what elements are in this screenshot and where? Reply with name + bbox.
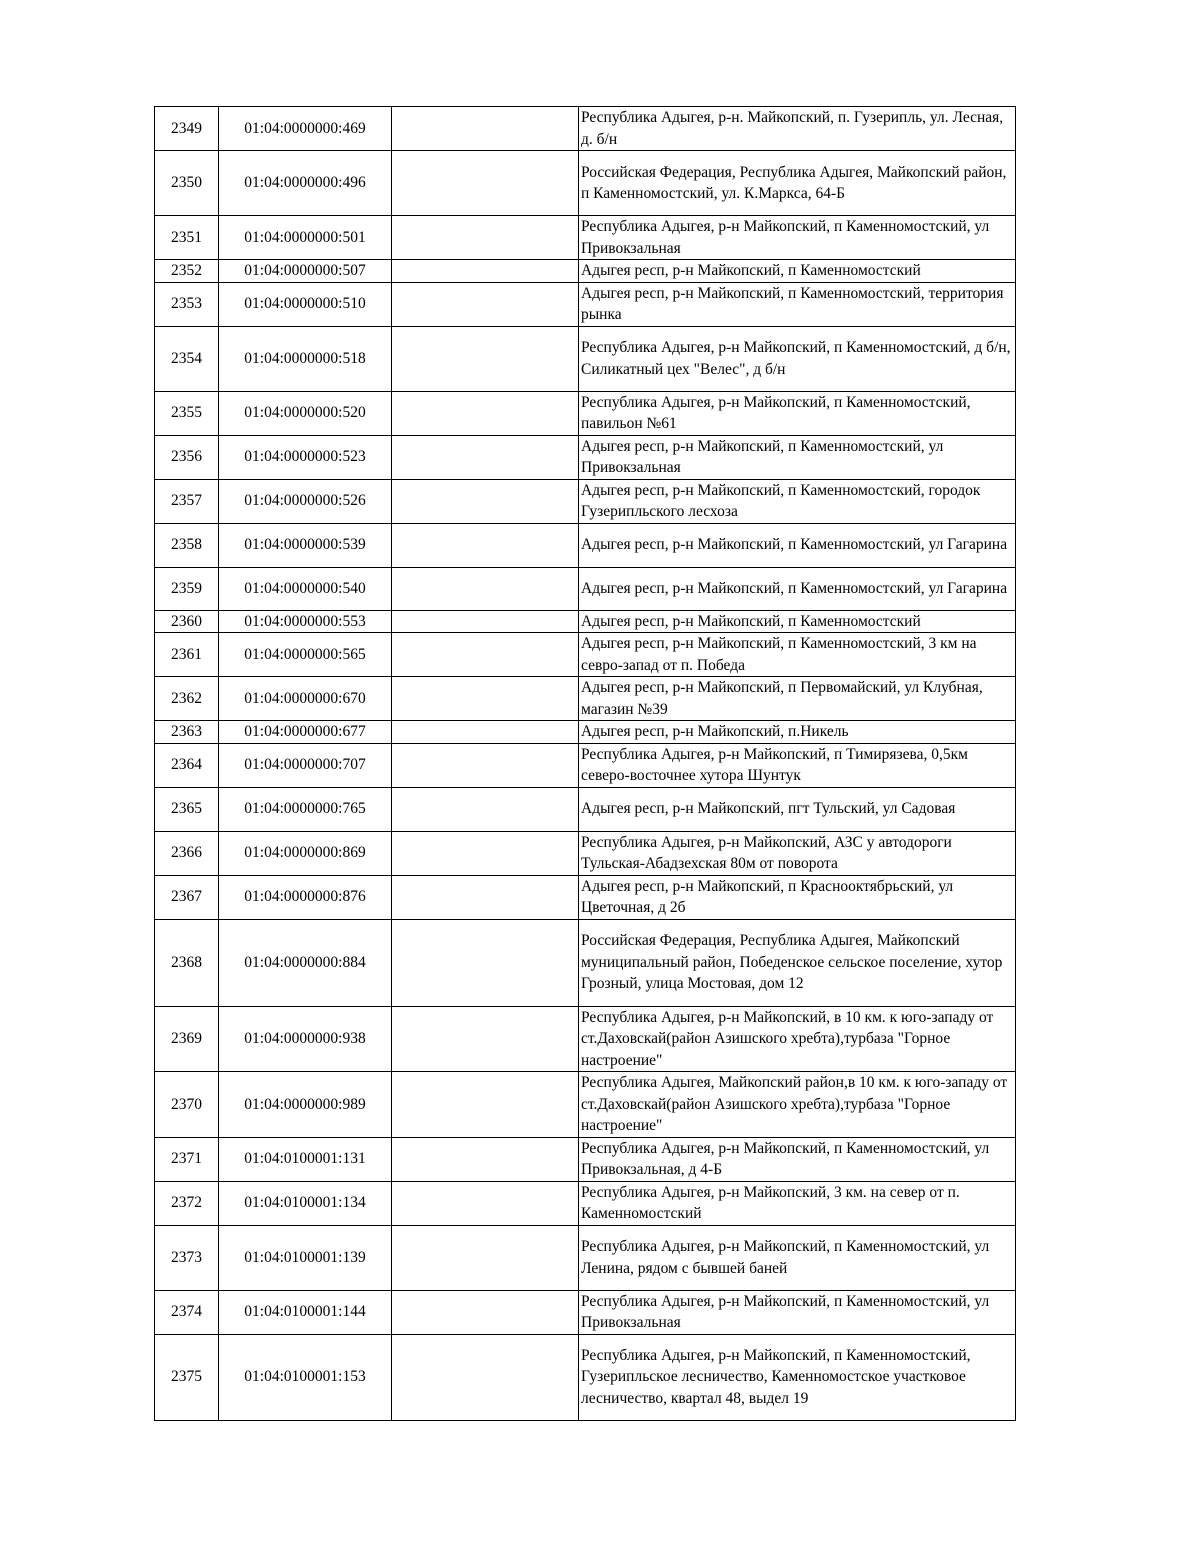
row-number: 2370	[155, 1072, 219, 1138]
row-number: 2357	[155, 479, 219, 523]
empty-cell	[392, 1006, 579, 1072]
row-number: 2352	[155, 260, 219, 283]
address: Адыгея респ, р-н Майкопский, п Краснооктябрьский, ул Цветочная, д 2б	[579, 875, 1016, 919]
registry-table-body	[155, 107, 1016, 1421]
empty-cell	[392, 1290, 579, 1334]
empty-cell	[392, 435, 579, 479]
empty-cell	[392, 326, 579, 391]
row-number: 2375	[155, 1334, 219, 1420]
empty-cell	[392, 1225, 579, 1290]
address: Республика Адыгея, р-н Майкопский, п Тимирязева, 0,5км северо-восточнее хутора Шунтук	[579, 743, 1016, 787]
row-number: 2353	[155, 282, 219, 326]
row-number: 2368	[155, 919, 219, 1006]
table-row	[155, 479, 1016, 523]
table-row	[155, 523, 1016, 567]
address: Республика Адыгея, р-н Майкопский, АЗС у автодороги Тульская-Абадзехская 80м от поворота	[579, 831, 1016, 875]
table-row	[155, 391, 1016, 435]
empty-cell	[392, 721, 579, 744]
cadastral-number: 01:04:0000000:876	[219, 875, 392, 919]
cadastral-number: 01:04:0000000:540	[219, 567, 392, 610]
table-row	[155, 919, 1016, 1006]
address: Адыгея респ, р-н Майкопский, п Каменномостский, городок Гузерипльского лесхоза	[579, 479, 1016, 523]
cadastral-number: 01:04:0100001:134	[219, 1181, 392, 1225]
row-number: 2359	[155, 567, 219, 610]
table-row	[155, 151, 1016, 216]
row-number: 2355	[155, 391, 219, 435]
cadastral-number: 01:04:0000000:670	[219, 677, 392, 721]
cadastral-number: 01:04:0000000:469	[219, 107, 392, 151]
cadastral-number: 01:04:0000000:501	[219, 216, 392, 260]
table-row	[155, 1334, 1016, 1420]
row-number: 2351	[155, 216, 219, 260]
empty-cell	[392, 523, 579, 567]
table-row	[155, 1006, 1016, 1072]
row-number: 2362	[155, 677, 219, 721]
address: Российская Федерация, Республика Адыгея, Майкопский муниципальный район, Победенское сельское поселение, хутор Грозный, улица Мостовая, дом 12	[579, 919, 1016, 1006]
address: Адыгея респ, р-н Майкопский, п Каменномостский	[579, 610, 1016, 633]
cadastral-number: 01:04:0100001:144	[219, 1290, 392, 1334]
cadastral-number: 01:04:0000000:520	[219, 391, 392, 435]
empty-cell	[392, 610, 579, 633]
address: Республика Адыгея, р-н Майкопский, п Каменномостский, д б/н, Силикатный цех "Велес", д б/н	[579, 326, 1016, 391]
empty-cell	[392, 1137, 579, 1181]
table-row	[155, 677, 1016, 721]
table-row	[155, 831, 1016, 875]
registry-table	[154, 106, 1016, 1421]
cadastral-number: 01:04:0100001:131	[219, 1137, 392, 1181]
table-row	[155, 282, 1016, 326]
address: Республика Адыгея, р-н Майкопский, п Каменномостский, ул Привокзальная, д 4-Б	[579, 1137, 1016, 1181]
row-number: 2360	[155, 610, 219, 633]
address: Республика Адыгея, Майкопский район,в 10 км. к юго-западу от ст.Даховскай(район Азишского хребта),турбаза "Горное настроение"	[579, 1072, 1016, 1138]
cadastral-number: 01:04:0000000:518	[219, 326, 392, 391]
row-number: 2369	[155, 1006, 219, 1072]
row-number: 2363	[155, 721, 219, 744]
table-row	[155, 787, 1016, 831]
table-row	[155, 633, 1016, 677]
cadastral-number: 01:04:0000000:510	[219, 282, 392, 326]
row-number: 2374	[155, 1290, 219, 1334]
table-row	[155, 1290, 1016, 1334]
address: Адыгея респ, р-н Майкопский, п Каменномостский, 3 км на севро-запад от п. Победа	[579, 633, 1016, 677]
empty-cell	[392, 677, 579, 721]
table-row	[155, 1137, 1016, 1181]
cadastral-number: 01:04:0000000:869	[219, 831, 392, 875]
row-number: 2365	[155, 787, 219, 831]
empty-cell	[392, 875, 579, 919]
table-row	[155, 875, 1016, 919]
cadastral-number: 01:04:0000000:565	[219, 633, 392, 677]
cadastral-number: 01:04:0100001:153	[219, 1334, 392, 1420]
address: Республика Адыгея, р-н Майкопский, 3 км. на север от п. Каменномостский	[579, 1181, 1016, 1225]
row-number: 2366	[155, 831, 219, 875]
address: Адыгея респ, р-н Майкопский, п Каменномостский, территория рынка	[579, 282, 1016, 326]
address: Адыгея респ, р-н Майкопский, п.Никель	[579, 721, 1016, 744]
address: Республика Адыгея, р-н. Майкопский, п. Гузерипль, ул. Лесная, д. б/н	[579, 107, 1016, 151]
empty-cell	[392, 260, 579, 283]
row-number: 2373	[155, 1225, 219, 1290]
cadastral-number: 01:04:0000000:496	[219, 151, 392, 216]
table-row	[155, 326, 1016, 391]
row-number: 2354	[155, 326, 219, 391]
cadastral-number: 01:04:0000000:989	[219, 1072, 392, 1138]
address: Республика Адыгея, р-н Майкопский, п Каменномостский, павильон №61	[579, 391, 1016, 435]
empty-cell	[392, 787, 579, 831]
row-number: 2367	[155, 875, 219, 919]
row-number: 2350	[155, 151, 219, 216]
address: Республика Адыгея, р-н Майкопский, п Каменномостский, ул Привокзальная	[579, 1290, 1016, 1334]
empty-cell	[392, 1334, 579, 1420]
empty-cell	[392, 743, 579, 787]
cadastral-number: 01:04:0000000:523	[219, 435, 392, 479]
cadastral-number: 01:04:0100001:139	[219, 1225, 392, 1290]
row-number: 2349	[155, 107, 219, 151]
address: Адыгея респ, р-н Майкопский, п Каменномостский, ул Гагарина	[579, 567, 1016, 610]
row-number: 2364	[155, 743, 219, 787]
address: Республика Адыгея, р-н Майкопский, п Каменномостский, Гузерипльское лесничество, Каменномостское участковое лесничество, квартал 48, выдел 19	[579, 1334, 1016, 1420]
address: Адыгея респ, р-н Майкопский, п Каменномостский, ул Гагарина	[579, 523, 1016, 567]
address: Адыгея респ, р-н Майкопский, п Каменномостский, ул Привокзальная	[579, 435, 1016, 479]
table-row	[155, 1181, 1016, 1225]
table-row	[155, 567, 1016, 610]
empty-cell	[392, 831, 579, 875]
row-number: 2371	[155, 1137, 219, 1181]
empty-cell	[392, 479, 579, 523]
row-number: 2372	[155, 1181, 219, 1225]
cadastral-number: 01:04:0000000:707	[219, 743, 392, 787]
address: Адыгея респ, р-н Майкопский, пгт Тульский, ул Садовая	[579, 787, 1016, 831]
row-number: 2361	[155, 633, 219, 677]
table-row	[155, 1072, 1016, 1138]
cadastral-number: 01:04:0000000:884	[219, 919, 392, 1006]
table-row	[155, 107, 1016, 151]
row-number: 2356	[155, 435, 219, 479]
table-row	[155, 260, 1016, 283]
empty-cell	[392, 282, 579, 326]
address: Республика Адыгея, р-н Майкопский, в 10 км. к юго-западу от ст.Даховскай(район Азишского хребта),турбаза "Горное настроение"	[579, 1006, 1016, 1072]
cadastral-number: 01:04:0000000:677	[219, 721, 392, 744]
address: Адыгея респ, р-н Майкопский, п Каменномостский	[579, 260, 1016, 283]
table-row	[155, 721, 1016, 744]
table-row	[155, 1225, 1016, 1290]
cadastral-number: 01:04:0000000:526	[219, 479, 392, 523]
empty-cell	[392, 1072, 579, 1138]
cadastral-number: 01:04:0000000:539	[219, 523, 392, 567]
empty-cell	[392, 1181, 579, 1225]
address: Российская Федерация, Республика Адыгея, Майкопский район, п Каменномостский, ул. К.Маркса, 64-Б	[579, 151, 1016, 216]
table-row	[155, 216, 1016, 260]
empty-cell	[392, 151, 579, 216]
cadastral-number: 01:04:0000000:765	[219, 787, 392, 831]
empty-cell	[392, 633, 579, 677]
row-number: 2358	[155, 523, 219, 567]
address: Республика Адыгея, р-н Майкопский, п Каменномостский, ул Ленина, рядом с бывшей баней	[579, 1225, 1016, 1290]
table-row	[155, 435, 1016, 479]
empty-cell	[392, 391, 579, 435]
cadastral-number: 01:04:0000000:553	[219, 610, 392, 633]
address: Адыгея респ, р-н Майкопский, п Первомайский, ул Клубная, магазин №39	[579, 677, 1016, 721]
empty-cell	[392, 216, 579, 260]
empty-cell	[392, 567, 579, 610]
address: Республика Адыгея, р-н Майкопский, п Каменномостский, ул Привокзальная	[579, 216, 1016, 260]
empty-cell	[392, 919, 579, 1006]
cadastral-number: 01:04:0000000:507	[219, 260, 392, 283]
empty-cell	[392, 107, 579, 151]
table-row	[155, 610, 1016, 633]
cadastral-number: 01:04:0000000:938	[219, 1006, 392, 1072]
table-row	[155, 743, 1016, 787]
